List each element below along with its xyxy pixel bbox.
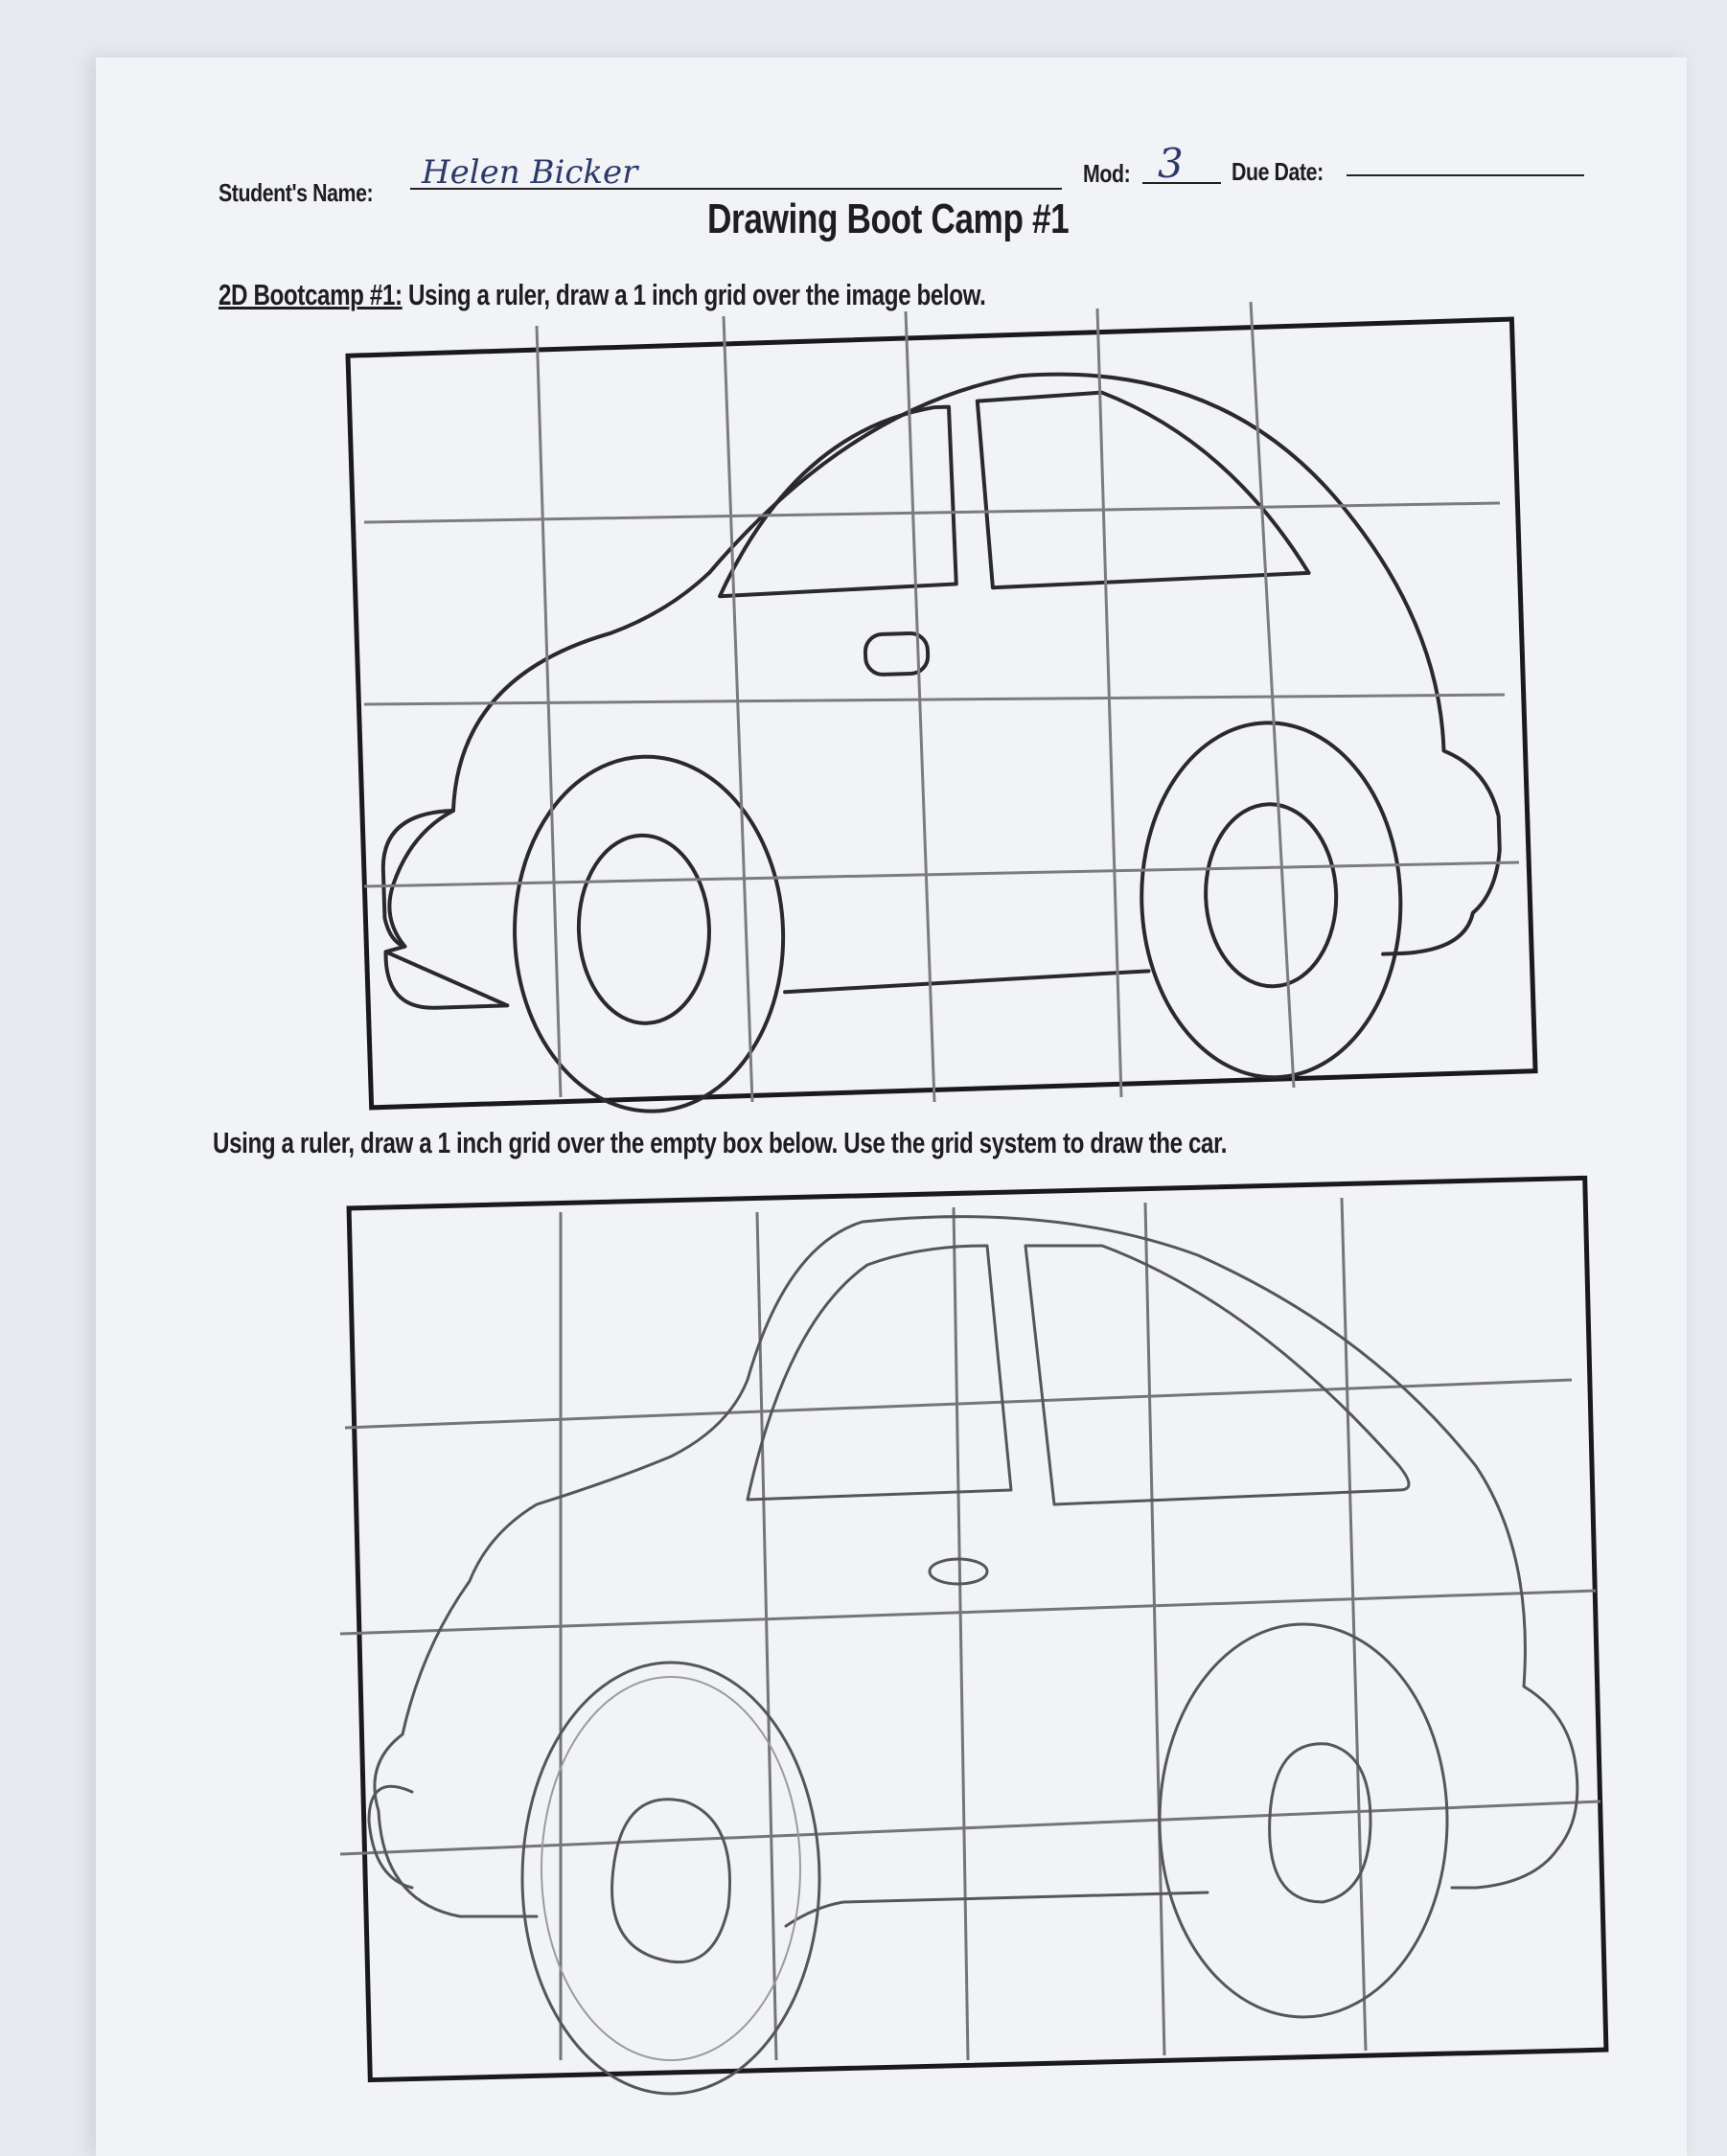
student-grid [340, 1198, 1600, 2060]
section1-heading: 2D Bootcamp #1: [219, 278, 403, 311]
page-title: Drawing Boot Camp #1 [707, 195, 1070, 242]
student-name-label: Student's Name: [219, 178, 374, 207]
mod-label: Mod: [1083, 159, 1131, 188]
reference-box [348, 302, 1535, 1119]
section2-instruction: Using a ruler, draw a 1 inch grid over the empty box below. Use the grid system to draw the car. [213, 1126, 1228, 1159]
student-car-sketch [369, 1217, 1577, 2094]
reference-car [368, 360, 1507, 1119]
student-name-handwriting: Helen Bicker [422, 153, 638, 192]
student-drawing-box [340, 1178, 1606, 2094]
due-date-label: Due Date: [1232, 157, 1324, 186]
mod-handwriting: 3 [1158, 140, 1184, 187]
section1-text: Using a ruler, draw a 1 inch grid over the image below. [402, 278, 986, 311]
